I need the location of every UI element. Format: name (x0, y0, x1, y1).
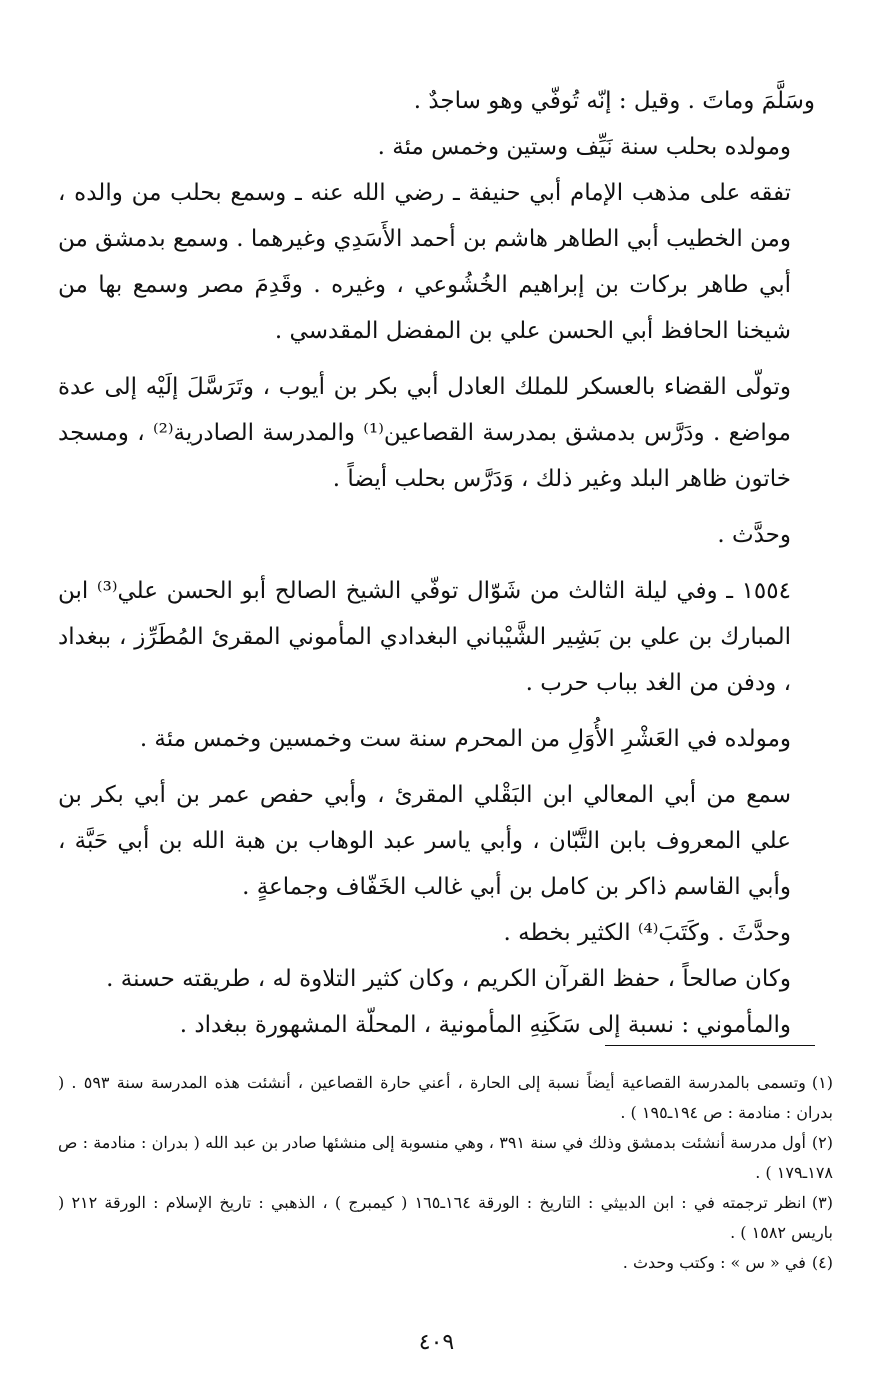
paragraph-8: سمع من أبي المعالي ابن البَقْلي المقرئ ، وأبي حفص عمر بن أبي بكر بن علي المعروف بابن التَّبّان ، وأبي ياسر عبد الوهاب بن هبة الله بن أبي حَبَّة ، وأبي القاسم ذاكر بن كامل بن أبي غالب الخَفّاف وجماعةٍ . (58, 782, 791, 900)
footnote-number: (٣) (811, 1193, 833, 1212)
footnote-1 (58, 1068, 833, 1128)
paragraph-11: والمأموني : نسبة إلى سَكَنِهِ المأمونية ، المحلّة المشهورة ببغداد . (179, 1012, 791, 1038)
footnote-divider (605, 1045, 815, 1046)
footnote-3 (58, 1188, 833, 1248)
paragraph-9: وحدَّثَ . وكَتَبَ⁽⁴⁾ الكثير بخطه . (503, 920, 791, 946)
paragraph-3: تفقه على مذهب الإمام أبي حنيفة ـ رضي الله عنه ـ وسمع بحلب من والده ، ومن الخطيب أبي الطاهر هاشم بن أحمد الأَسَدِي وغيرهما . وسمع بدمشق من أبي طاهر بركات بن إبراهيم الخُشُوعي ، وغيره . وقَدِمَ مصر وسمع بها من شيخنا الحافظ أبي الحسن علي بن المفضل المقدسي . (58, 180, 791, 344)
footnote-text: في « س » : وكتب وحدث . (622, 1253, 806, 1272)
paragraph-4: وتولّى القضاء بالعسكر للملك العادل أبي بكر بن أيوب ، وتَرَسَّلَ إلَيْه إلى عدة مواضع . ودَرَّس بدمشق بمدرسة القصاعين⁽¹⁾ والمدرسة الصادرية⁽²⁾ ، ومسجد خاتون ظاهر البلد وغير ذلك ، وَدَرَّس بحلب أيضاً . (58, 374, 791, 492)
footnote-number: (١) (811, 1073, 833, 1092)
page-number: ٤٠٩ (418, 1330, 455, 1355)
paragraph-7: ومولده في العَشْرِ الأُوَلِ من المحرم سنة ست وخمسين وخمس مئة . (139, 726, 791, 752)
footnote-text: انظر ترجمته في : ابن الدبيثي : التاريخ : الورقة ١٦٤ـ١٦٥ ( كيمبرج ) ، الذهبي : تاريخ الإسلام : الورقة ٢١٢ ( باريس ١٥٨٢ ) . (58, 1193, 833, 1242)
footnote-4 (58, 1248, 833, 1278)
paragraph-10: وكان صالحاً ، حفظ القرآن الكريم ، وكان كثير التلاوة له ، طريقته حسنة . (106, 966, 791, 992)
footnote-text: أول مدرسة أنشئت بدمشق وذلك في سنة ٣٩١ ، وهي منسوبة إلى منشئها صادر بن عبد الله ( بدران : منادمة : ص ١٧٨ـ١٧٩ ) . (58, 1133, 833, 1182)
footnote-number: (٢) (811, 1133, 833, 1152)
entry-1554: ١٥٥٤ ـ وفي ليلة الثالث من شَوّال توفّي الشيخ الصالح أبو الحسن علي⁽³⁾ ابن المبارك بن علي بن بَشِير الشَّيْباني البغدادي المأموني المقرئ المُطَرِّز ، ببغداد ، ودفن من الغد بباب حرب . (58, 578, 791, 696)
paragraph-5: وحدَّث . (717, 522, 791, 548)
footnote-2 (58, 1128, 833, 1188)
footnote-number: (٤) (811, 1253, 833, 1272)
main-text (58, 78, 815, 1048)
footnote-text: وتسمى بالمدرسة القصاعية أيضاً نسبة إلى الحارة ، أعني حارة القصاعين ، أنشئت هذه المدرسة سنة ٥٩٣ . ( بدران : منادمة : ص ١٩٤ـ١٩٥ ) . (58, 1073, 833, 1122)
footnotes (58, 1068, 833, 1278)
paragraph-1: وسَلَّمَ وماتَ . وقيل : إنّه تُوفّي وهو ساجدٌ . (413, 88, 815, 114)
paragraph-2: ومولده بحلب سنة نَيِّف وستين وخمس مئة . (377, 134, 791, 160)
